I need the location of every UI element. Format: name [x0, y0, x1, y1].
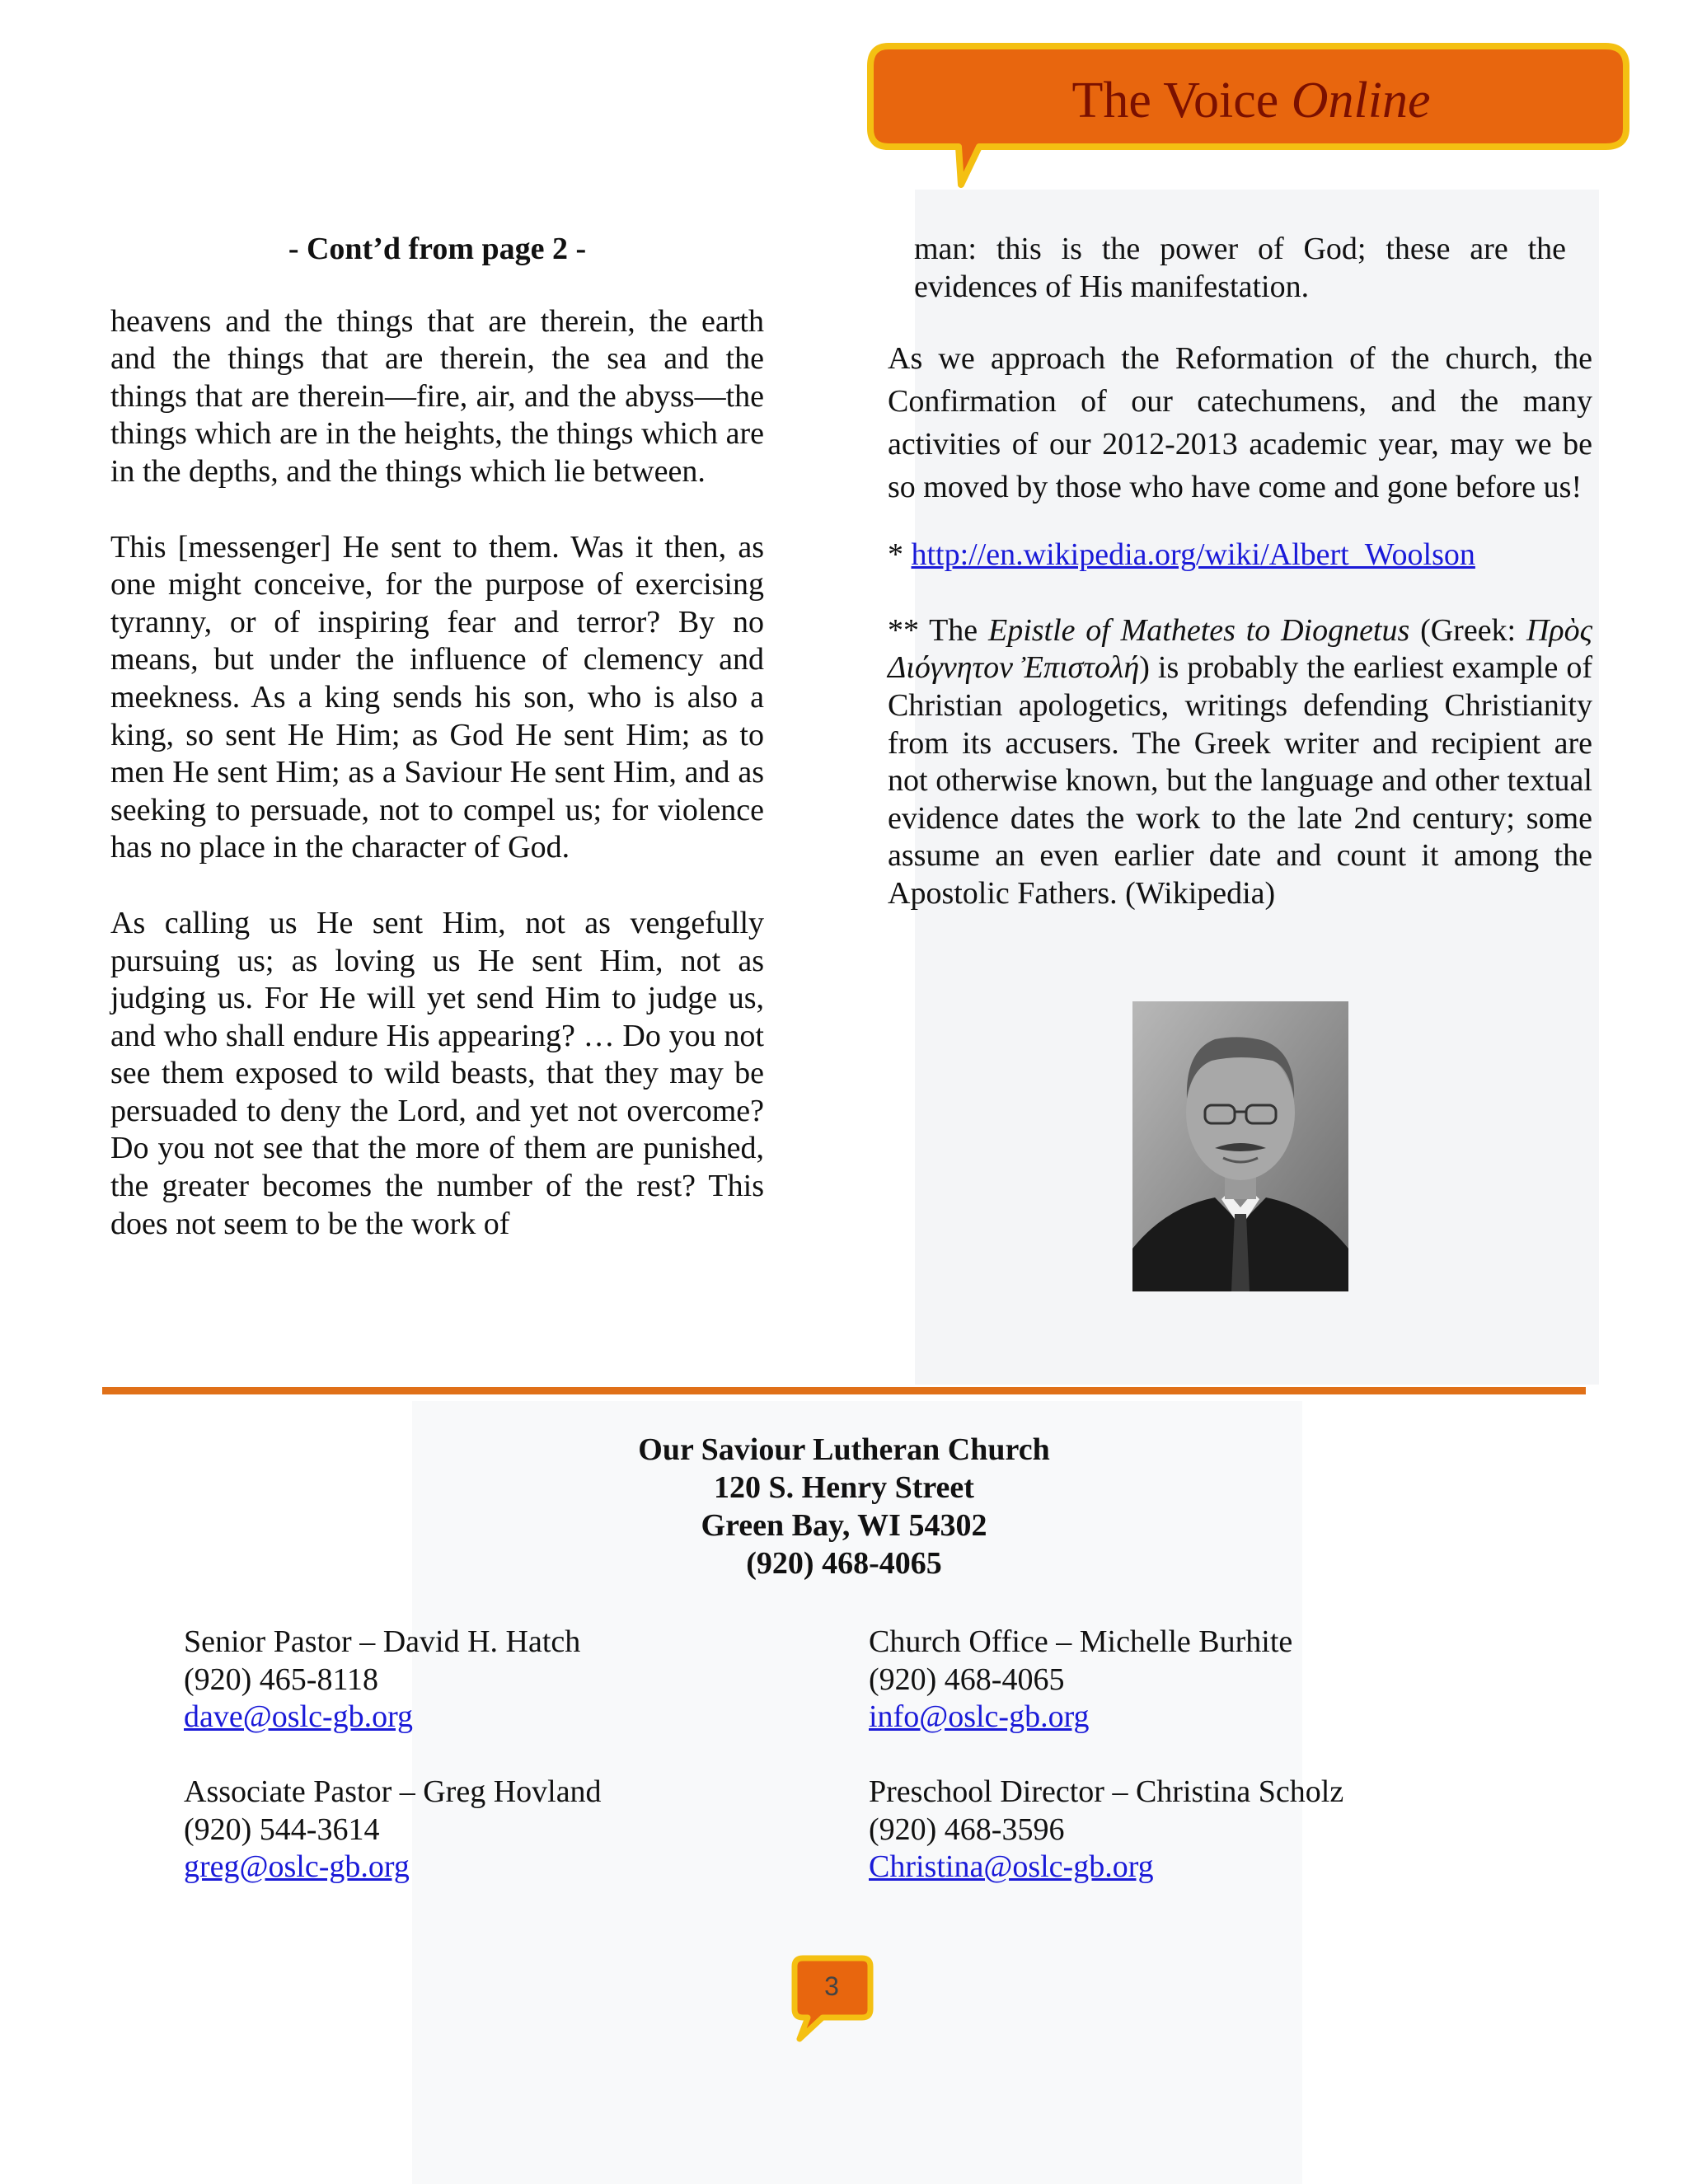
- paragraph: This [messenger] He sent to them. Was it then, as one might conceive, for the purpose of exercising tyranny, or of inspiring fear and terror? By no means, but under the influence of clemency and meekness. As a king sends his son, who is also a king, so sent He Him; as God He sent Him; as to men He sent Him; as a Saviour He sent Him, and as seeking to persuade, not to compel us; for violence has no place in the character of God.: [110, 529, 764, 865]
- church-phone: (920) 468-4065: [746, 1546, 942, 1581]
- quote-end: man: this is the power of God; these are the evidences of His manifestation.: [914, 232, 1566, 304]
- contact-church-office: [869, 1624, 1292, 1736]
- footnote-text: ) is probably the earliest example of Christian apologetics, writings defending Christianity from its accusers. The Greek writer and recipient are not otherwise known, but the language and other textual evidence dates the work to the late 2nd century; some assume an even earlier date and count it among the Apostolic Fathers. (Wikipedia): [888, 650, 1592, 911]
- continued-heading: - Cont’d from page 2 -: [288, 232, 587, 266]
- left-column: [110, 231, 764, 1243]
- contact-phone: (920) 465-8118: [184, 1661, 379, 1697]
- contact-phone: (920) 544-3614: [184, 1811, 380, 1847]
- footnote-1: [888, 537, 1592, 574]
- contact-email-link[interactable]: info@oslc-gb.org: [869, 1699, 1090, 1735]
- greek-prefix: (Greek:: [1420, 612, 1517, 648]
- title-italic-text: Online: [1291, 73, 1431, 129]
- paragraph: As we approach the Reformation of the church, the Confirmation of our catechumens, and the many activities of our 2012-2013 academic year, may we be so moved by those who have come and gone before us!: [888, 341, 1592, 505]
- contact-email-link[interactable]: Christina@oslc-gb.org: [869, 1849, 1154, 1885]
- contact-senior-pastor: [184, 1624, 580, 1736]
- title-text: The Voice: [1071, 73, 1279, 129]
- wikipedia-link[interactable]: http://en.wikipedia.org/wiki/Albert_Woolson: [911, 537, 1475, 573]
- contact-associate-pastor: [184, 1774, 602, 1886]
- contact-role: Church Office – Michelle Burhite: [869, 1624, 1293, 1659]
- header-banner: [864, 40, 1630, 188]
- epistle-title: Epistle of Mathetes to Diognetus: [987, 612, 1410, 648]
- contact-preschool-director: [869, 1774, 1343, 1886]
- contact-email-link[interactable]: dave@oslc-gb.org: [184, 1699, 414, 1735]
- pastor-photo: [1132, 1001, 1348, 1291]
- contact-role: Preschool Director – Christina Scholz: [869, 1774, 1344, 1809]
- contact-role: Senior Pastor – David H. Hatch: [184, 1624, 581, 1659]
- contact-phone: (920) 468-4065: [869, 1661, 1065, 1697]
- footnote-marker: *: [888, 537, 903, 573]
- church-city: Green Bay, WI 54302: [701, 1508, 987, 1543]
- church-address: [0, 1431, 1688, 1582]
- contact-email-link[interactable]: greg@oslc-gb.org: [184, 1849, 410, 1885]
- greek-title: Πρὸς Διόγνητον Ἐπιστολή: [888, 612, 1593, 686]
- contact-role: Associate Pastor – Greg Hovland: [184, 1774, 602, 1809]
- footnote-2: [888, 612, 1592, 913]
- paragraph: heavens and the things that are therein, the earth and the things that are therein, the sea and the things that are therein—fire, air, and the abyss—the things which are in the heights, the things which are in the depths, and the things which lie between.: [110, 303, 764, 489]
- page-number: 3: [824, 1971, 839, 2001]
- page-number-badge: [790, 1953, 875, 2044]
- divider-rule: [102, 1387, 1586, 1394]
- footnote-marker: ** The: [888, 612, 978, 648]
- church-street: 120 S. Henry Street: [714, 1470, 974, 1505]
- right-column: [888, 231, 1592, 913]
- newsletter-title: [889, 59, 1614, 142]
- church-name: Our Saviour Lutheran Church: [638, 1432, 1050, 1467]
- paragraph: As calling us He sent Him, not as vengefully pursuing us; as loving us He sent Him, not as judging us. For He will yet send Him to judge us, and who shall endure His appearing? … Do you not see them exposed to wild beasts, that they may be persuaded to deny the Lord, and yet not overcome? Do you not see that the more of them are punished, the greater becomes the number of the rest? This does not seem to be the work of: [110, 905, 764, 1241]
- contact-phone: (920) 468-3596: [869, 1811, 1065, 1847]
